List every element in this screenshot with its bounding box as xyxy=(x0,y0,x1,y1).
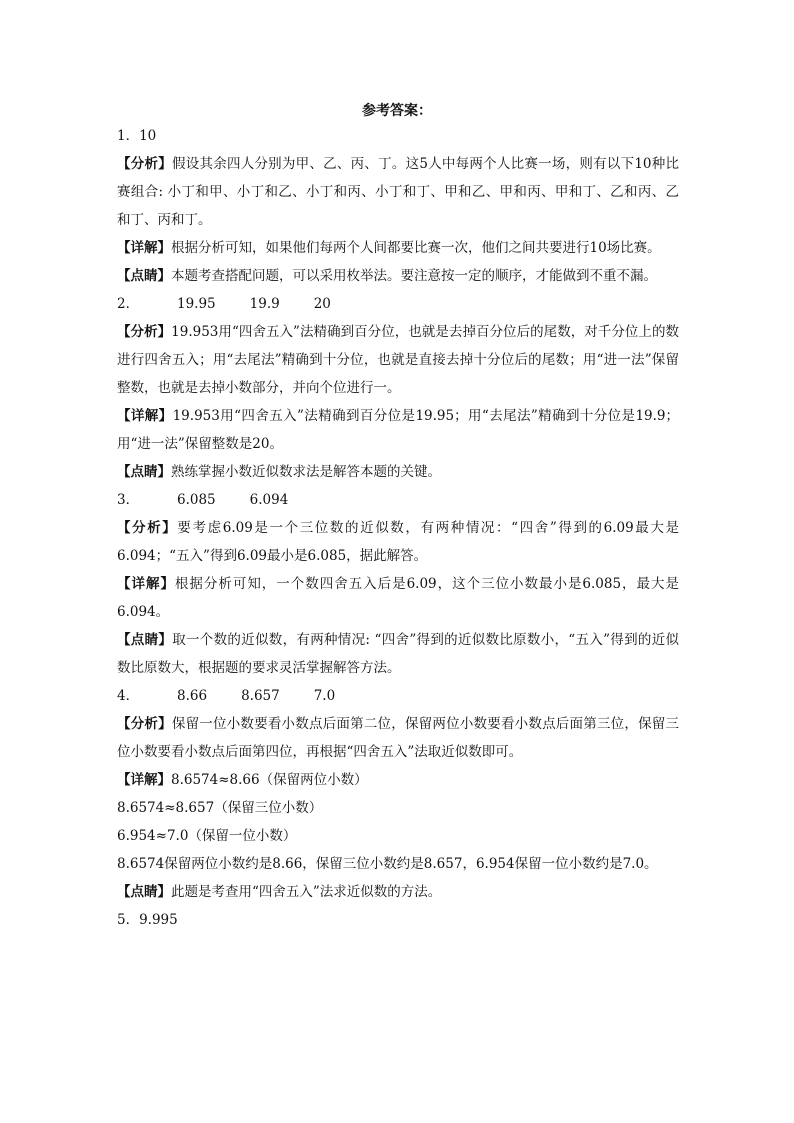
point-tag: 【点睛】 xyxy=(117,464,171,480)
item-1-number: 1．10 xyxy=(117,128,157,144)
item-4-detail-line: 8.6574保留两位小数约是8.66，保留三位小数约是8.657，6.954保留一位小数约是7.0。 xyxy=(117,856,658,872)
item-2-point xyxy=(117,458,679,486)
answer-value: 19.9 xyxy=(249,296,280,312)
point-text: 取一个数的近似数，有两种情况: “四舍”得到的近似数比原数小，“五入”得到的近似数比原数大，根据题的要求灵活掌握解答方法。 xyxy=(117,632,680,676)
item-4-point xyxy=(117,878,679,906)
item-4-detail-line: 6.954≈7.0（保留一位小数） xyxy=(117,828,297,844)
detail-text: 19.953用“四舍五入”法精确到百分位是19.95；用“去尾法”精确到十分位是19.9；用“进一法”保留整数是20。 xyxy=(117,408,679,452)
item-1-point xyxy=(117,262,679,290)
answer-value: 8.66 xyxy=(177,688,208,704)
analysis-tag: 【分析】 xyxy=(117,156,172,172)
item-2-number: 2． xyxy=(117,296,140,312)
analysis-text: 19.953用“四舍五入”法精确到百分位，也就是去掉百分位后的尾数，对千分位上的数进行四舍五入；用“去尾法”精确到十分位，也就是直接去掉十分位后的尾数；用“进一法”保留整数，也就是去掉小数部分，并向个位进行一。 xyxy=(117,324,679,396)
item-4-analysis xyxy=(117,710,679,766)
answer-content xyxy=(117,122,679,934)
item-3-number: 3． xyxy=(117,492,140,508)
analysis-text: 假设其余四人分别为甲、乙、丙、丁。这5人中每两个人比赛一场，则有以下10种比赛组合: 小丁和甲、小丁和乙、小丁和丙、小丁和丁、甲和乙、甲和丙、甲和丁、乙和丙、乙和丁、丙和丁。 xyxy=(117,156,679,228)
answer-value: 6.085 xyxy=(177,492,216,508)
point-tag: 【点睛】 xyxy=(117,632,173,648)
analysis-tag: 【分析】 xyxy=(117,324,172,340)
item-2-detail xyxy=(117,402,679,458)
answer-value: 8.657 xyxy=(241,688,280,704)
point-text: 熟练掌握小数近似数求法是解答本题的关键。 xyxy=(171,464,441,480)
item-1-analysis xyxy=(117,150,679,234)
answer-value: 7.0 xyxy=(313,688,336,704)
detail-tag: 【详解】 xyxy=(117,240,171,256)
detail-text: 根据分析可知，一个数四舍五入后是6.09，这个三位小数最小是6.085，最大是6.094。 xyxy=(117,576,679,620)
item-2-analysis xyxy=(117,318,679,402)
detail-tag: 【详解】 xyxy=(117,408,173,424)
answer-value: 19.95 xyxy=(177,296,216,312)
point-tag: 【点睛】 xyxy=(117,268,171,284)
item-3-point xyxy=(117,626,679,682)
answer-value: 6.094 xyxy=(249,492,289,508)
item-4-answers xyxy=(117,682,679,710)
item-4-detail xyxy=(117,766,679,794)
detail-line: 8.6574≈8.66（保留两位小数） xyxy=(171,772,368,788)
item-2-answers xyxy=(117,290,679,318)
page-title: 参考答案： xyxy=(362,103,432,119)
analysis-tag: 【分析】 xyxy=(117,520,178,536)
item-3-detail xyxy=(117,570,679,626)
detail-tag: 【详解】 xyxy=(117,576,175,592)
item-3-analysis xyxy=(117,514,679,570)
detail-text: 根据分析可知，如果他们每两个人间都要比赛一次，他们之间共要进行10场比赛。 xyxy=(171,240,661,256)
analysis-tag: 【分析】 xyxy=(117,716,172,732)
point-tag: 【点睛】 xyxy=(117,884,171,900)
answer-value: 20 xyxy=(313,296,331,312)
point-text: 本题考查搭配问题，可以采用枚举法。要注意按一定的顺序，才能做到不重不漏。 xyxy=(171,268,657,284)
point-text: 此题是考查用“四舍五入”法求近似数的方法。 xyxy=(171,884,442,900)
analysis-text: 保留一位小数要看小数点后面第二位，保留两位小数要看小数点后面第三位，保留三位小数要看小数点后面第四位，再根据“四舍五入”法取近似数即可。 xyxy=(117,716,680,760)
detail-tag: 【详解】 xyxy=(117,772,171,788)
item-1-detail xyxy=(117,234,679,262)
analysis-text: 要考虑6.09是一个三位数的近似数，有两种情况：“四舍”得到的6.09最大是6.094；“五入”得到6.09最小是6.085，据此解答。 xyxy=(117,520,680,564)
item-3-answers xyxy=(117,486,679,514)
item-4-number: 4． xyxy=(117,688,140,704)
item-5-number: 5．9.995 xyxy=(117,912,178,928)
item-4-detail-line: 8.6574≈8.657（保留三位小数） xyxy=(117,800,323,816)
